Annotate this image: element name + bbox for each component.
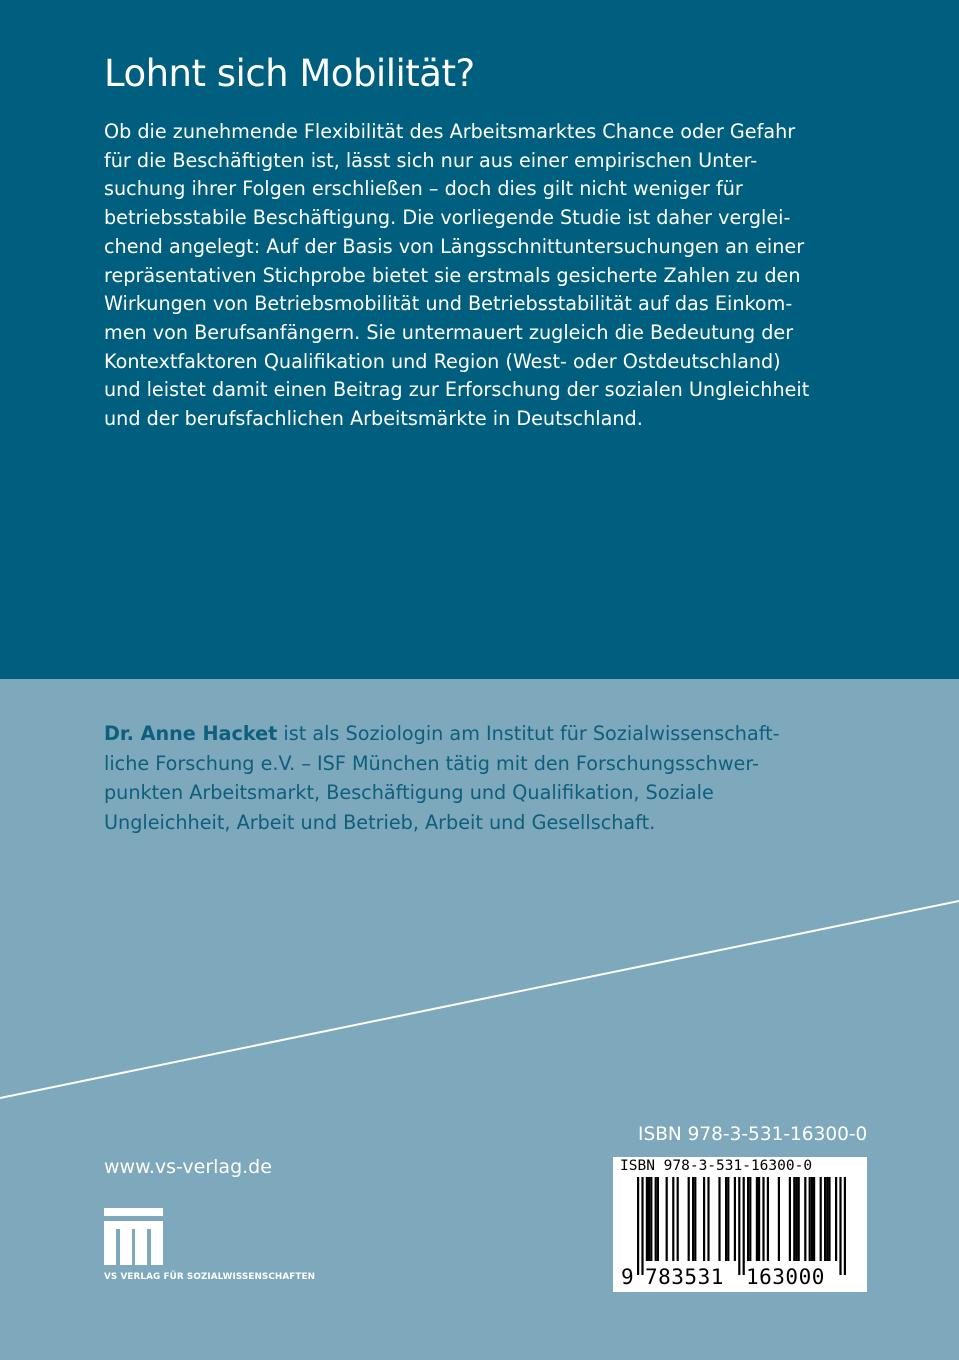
barcode-bar — [828, 1177, 830, 1261]
blurb-line: Wirkungen von Betriebsmobilität und Betriebsstabilität auf das Einkom- — [104, 292, 793, 316]
barcode-bar — [738, 1177, 740, 1275]
blurb-text — [104, 118, 884, 434]
barcode-bar — [637, 1177, 639, 1275]
blurb-line: und der berufsfachlichen Arbeitsmärkte in Deutschland. — [104, 407, 643, 431]
barcode-bar — [666, 1177, 668, 1261]
book-title: Lohnt sich Mobilität? — [104, 52, 475, 95]
barcode-left-digits: 783531 — [645, 1265, 724, 1289]
barcode-bar — [749, 1177, 751, 1261]
barcode-bar — [826, 1177, 828, 1261]
barcode-bar — [688, 1177, 690, 1261]
publisher-name: VS VERLAG FÜR SOZIALWISSENSCHAFTEN — [104, 1272, 316, 1282]
vs-verlag-logo — [104, 1208, 164, 1266]
barcode-bar — [820, 1177, 822, 1261]
barcode-bar — [811, 1177, 813, 1261]
barcode-bar — [844, 1177, 846, 1275]
barcode-bar — [655, 1177, 657, 1261]
barcode-bar — [703, 1177, 705, 1261]
blurb-line: men von Berufsanfängern. Sie untermauert zugleich die Bedeutung der — [104, 320, 794, 344]
barcode-bar — [692, 1177, 694, 1261]
barcode-bar — [650, 1177, 652, 1261]
barcode-bar — [641, 1177, 643, 1275]
author-bio-line: punkten Arbeitsmarkt, Beschäftigung und Qualifikation, Soziale — [104, 781, 714, 804]
author-bio-line: liche Forschung e.V. – ISF München tätig mit den Forschungsschwer- — [104, 751, 759, 775]
barcode-bar — [694, 1177, 696, 1261]
publisher-url: www.vs-verlag.de — [104, 1156, 272, 1178]
barcode-right-digits: 163000 — [746, 1265, 825, 1289]
author-bio — [104, 719, 884, 837]
barcode-bar — [762, 1177, 764, 1261]
barcode-bar — [835, 1177, 837, 1261]
barcode-bar — [725, 1177, 727, 1261]
blurb-line: Ob die zunehmende Flexibilität des Arbeitsmarktes Chance oder Gefahr — [104, 120, 796, 143]
isbn-label: ISBN 978-3-531-16300-0 — [638, 1124, 868, 1145]
barcode-isbn-text: ISBN 978-3-531-16300-0 — [620, 1158, 813, 1174]
barcode-first-digit: 9 — [621, 1265, 634, 1289]
barcode-bar — [758, 1177, 760, 1261]
barcode-bar — [718, 1177, 720, 1261]
barcode-bar — [743, 1177, 745, 1275]
barcode-bar — [795, 1177, 797, 1261]
blurb-line: und leistet damit einen Beitrag zur Erforschung der sozialen Ungleichheit — [104, 378, 810, 402]
barcode-bar — [824, 1177, 826, 1261]
barcode-bar — [677, 1177, 679, 1261]
barcode-bar — [648, 1177, 650, 1261]
barcode-bar — [798, 1177, 800, 1261]
barcode-bar — [734, 1177, 736, 1261]
blurb-line: suchung ihrer Folgen erschließen – doch dies gilt nicht weniger für — [104, 177, 743, 201]
isbn-barcode — [613, 1157, 867, 1292]
barcode-bar — [778, 1177, 780, 1261]
blurb-line: chend angelegt: Auf der Basis von Längsschnittuntersuchungen an einer — [104, 234, 805, 258]
barcode-bar — [727, 1177, 729, 1261]
barcode-bar — [756, 1177, 758, 1261]
blurb-line: betriebsstabile Beschäftigung. Die vorliegende Studie ist daher verglei- — [104, 206, 791, 230]
barcode-bar — [809, 1177, 811, 1261]
barcode-bar — [839, 1177, 841, 1275]
blurb-line: Kontextfaktoren Qualifikation und Region (West- oder Ostdeutschland) — [104, 349, 781, 373]
blurb-line: für die Beschäftigten ist, lässt sich nur aus einer empirischen Unter- — [104, 148, 758, 172]
barcode-bar — [813, 1177, 815, 1261]
barcode-bar — [657, 1177, 659, 1261]
barcode-bar — [672, 1177, 674, 1261]
barcode-bar — [747, 1177, 749, 1261]
barcode-bar — [646, 1177, 648, 1261]
barcode-bar — [789, 1177, 791, 1261]
blurb-line: repräsentativen Stichprobe bietet sie erstmals gesicherte Zahlen zu den — [104, 263, 801, 287]
barcode-bar — [804, 1177, 806, 1261]
author-bio-line: Ungleichheit, Arbeit und Betrieb, Arbeit und Gesellschaft. — [104, 810, 656, 834]
author-bio-line — [104, 719, 884, 749]
barcode-bar — [767, 1177, 769, 1261]
author-bio-first-line: ist als Soziologin am Institut für Sozialwissenschaft- — [277, 722, 780, 745]
barcode-bar — [793, 1177, 795, 1261]
author-name: Dr. Anne Hacket — [104, 722, 278, 745]
barcode-bar — [707, 1177, 709, 1261]
